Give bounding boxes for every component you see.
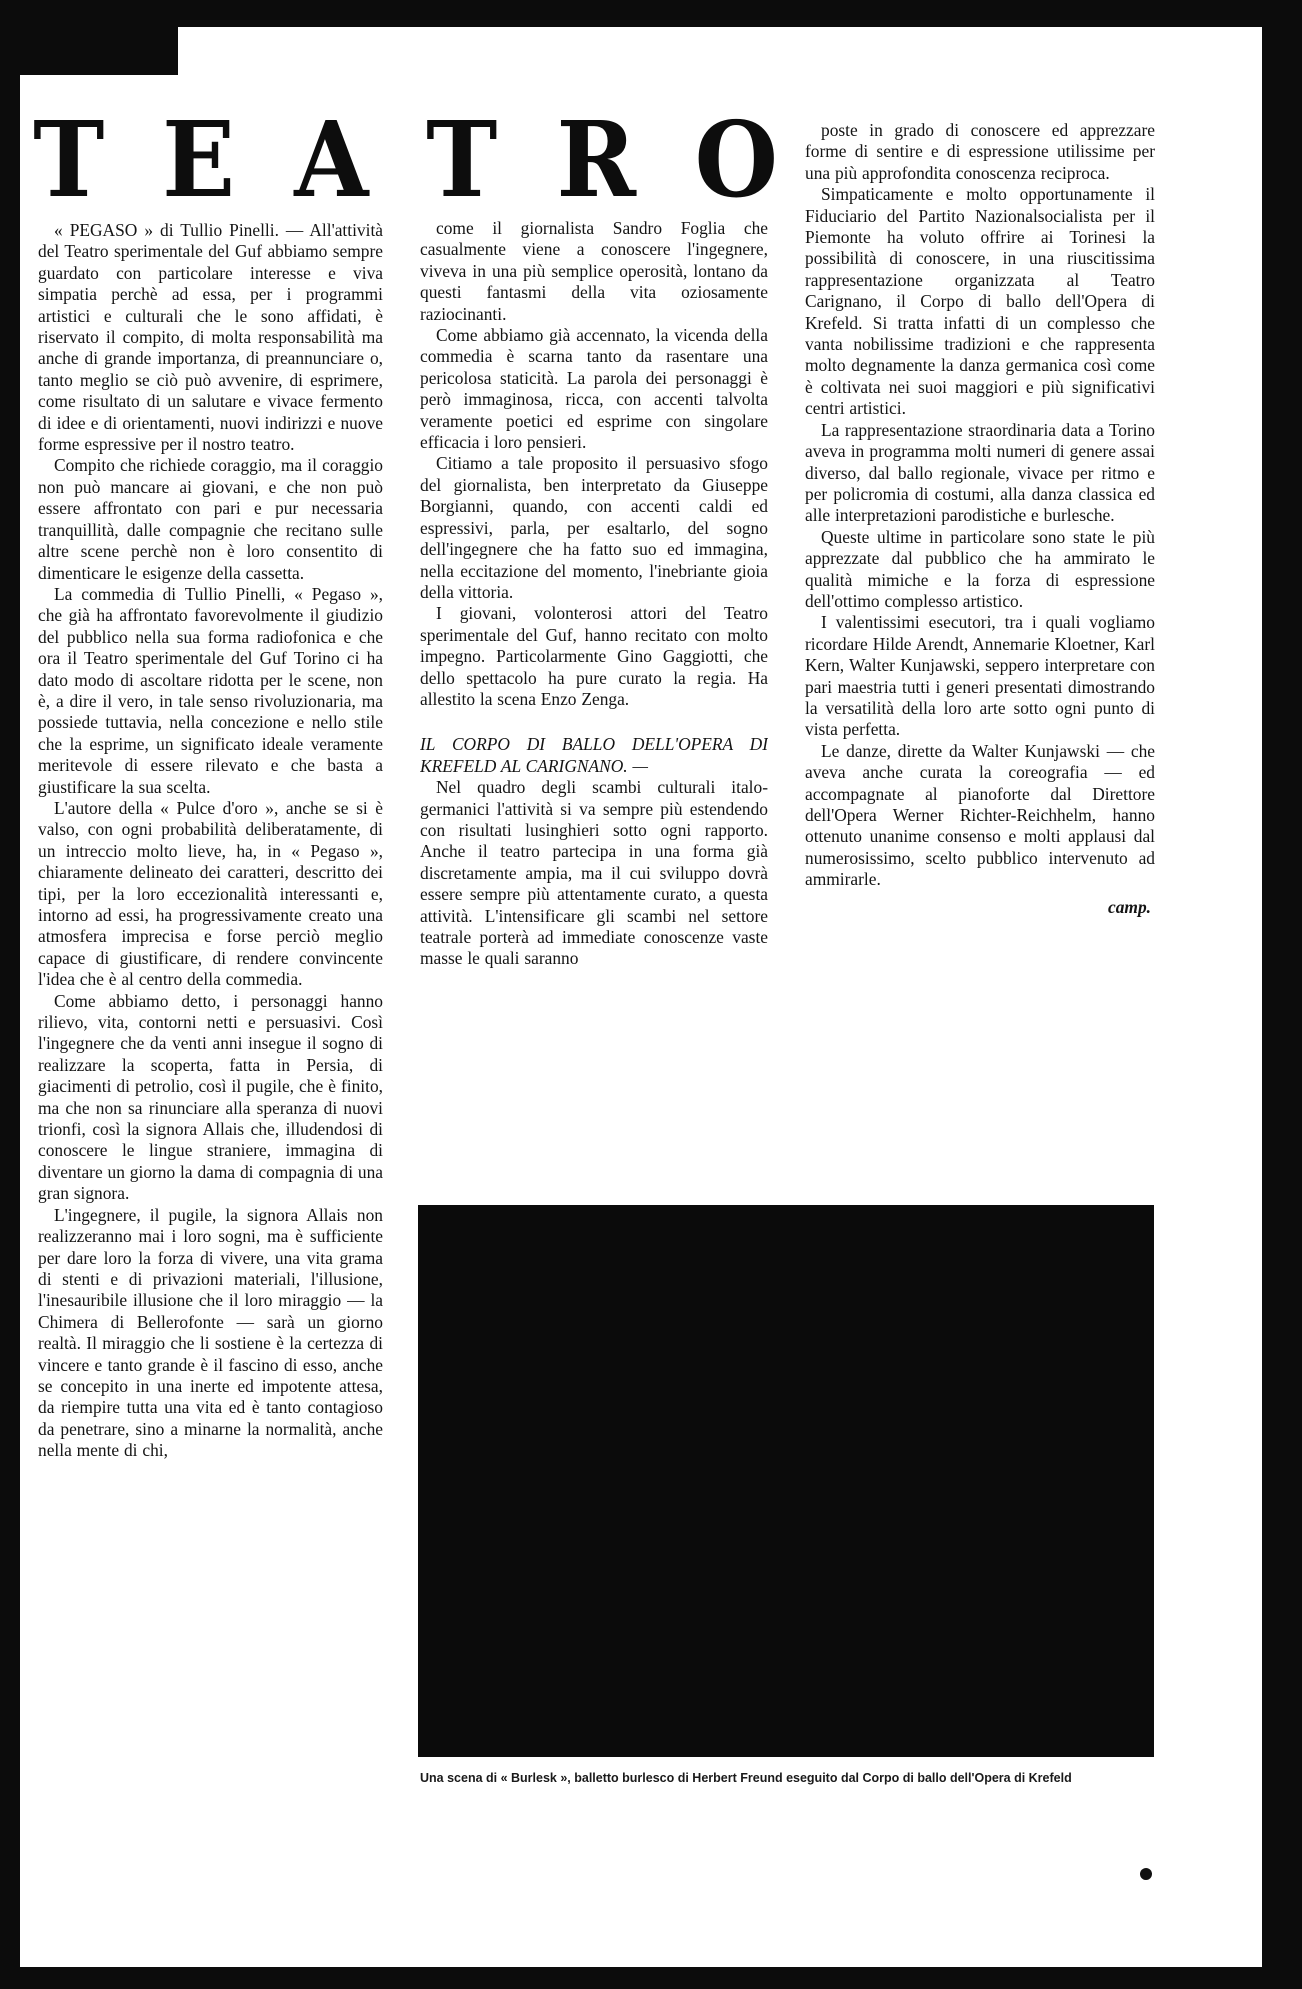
paragraph: poste in grado di conoscere ed apprezzare forme di sentire e di espressione utilissime per una più approfondita conoscenza reciproca. — [805, 120, 1155, 183]
bottom-black-border — [0, 1967, 1302, 1989]
paragraph: Nel quadro degli scambi culturali italo-germanici l'attività si va sempre più estendendo con risultati lusinghieri sotto ogni rapporto. Anche il teatro partecipa in una forma già discretamente ampia, ma il cui sviluppo dovrà essere sempre più attentamente curato, a questa attività. L'intensificare gli scambi nel settore teatrale porterà ad immediate conoscenze vaste masse le quali saranno — [420, 777, 768, 969]
paragraph: I giovani, volonterosi attori del Teatro sperimentale del Guf, hanno recitato con molto impegno. Particolarmente Gino Gaggiotti, che dello spettacolo ha pure curato la regia. Ha allestito la scena Enzo Zenga. — [420, 603, 768, 709]
author-signature: camp. — [1108, 896, 1151, 917]
top-left-black-tab — [0, 27, 178, 75]
paragraph: Come abbiamo detto, i personaggi hanno rilievo, vita, contorni netti e persuasivi. Così l'ingegnere che da venti anni insegue il sogno di realizzare la scoperta, fatta in Persia, di giacimenti di petrolio, così il pugile, che è finito, ma che non sa rinunciare alla speranza di nuovi trionfi, così la signora Allais che, illudendosi di conoscere le lingue straniere, immagina di diventare un giorno la dama di compagnia di una gran signora. — [38, 990, 383, 1204]
paragraph: Citiamo a tale proposito il persuasivo sfogo del giornalista, ben interpretato da Giuseppe Borgianni, quando, con accenti caldi ed espressivi, parla, per esaltarlo, del sogno dell'ingegnere che ha fatto suo ed immagina, nella eccitazione del momento, l'inebriante gioia della vittoria. — [420, 453, 768, 602]
paragraph: Come abbiamo già accennato, la vicenda della commedia è scarna tanto da rasentare una pericolosa staticità. La parola dei personaggi è però immaginosa, ricca, con accenti talvolta veramente poetici ed esprime con singolare efficacia i loro pensieri. — [420, 325, 768, 453]
top-black-border — [0, 0, 1302, 27]
page-marker-dot — [1140, 1868, 1152, 1880]
dance-photo — [418, 1205, 1154, 1757]
paragraph: L'autore della « Pulce d'oro », anche se si è valso, con ogni probabilità deliberatamente, di un intreccio molto lieve, ha, in « Pegaso », chiaramente delineato dei caratteri, descritto dei tipi, per la loro eccezionalità interessanti e, intorno ad essi, ha progressivamente creato una atmosfera imprecisa e forse perciò meglio capace di giustificare, di rendere convincente l'idea che è al centro della commedia. — [38, 797, 383, 990]
paragraph: L'ingegnere, il pugile, la signora Allais non realizzeranno mai i loro sogni, ma è sufficiente per dare loro la forza di vivere, una vita grama di stenti e di privazioni materiali, l'illusione, l'inesauribile illusione che il loro miraggio — la Chimera di Bellerofonte — sarà un giorno realtà. Il miraggio che li sostiene è la certezza di vincere e tanto grande è il fascino di esso, anche se concepito in una inerte ed impotente attesa, da riempire tutta una vita ed è tanto contagioso da penetrare, sino a minarne la normalità, anche nella mente di chi, — [38, 1204, 383, 1461]
paragraph: I valentissimi esecutori, tra i quali vogliamo ricordare Hilde Arendt, Annemarie Kloetner, Karl Kern, Walter Kunjawski, seppero interpretare con pari maestria tutti i generi presentati dimostrando la versatilità della loro arte sotto ogni punto di vista perfetta. — [805, 612, 1155, 740]
paragraph: come il giornalista Sandro Foglia che casualmente viene a conoscere l'ingegnere, viveva in una più semplice operosità, lontano da questi fantasmi della vita oziosamente raziocinanti. — [420, 218, 768, 324]
photo-caption: Una scena di « Burlesk », balletto burlesco di Herbert Freund eseguito dal Corpo di ballo dell'Opera di Krefeld — [420, 1771, 1072, 1785]
article-column-2 — [420, 218, 768, 1198]
masthead-teatro — [30, 98, 782, 221]
right-black-border — [1262, 0, 1302, 1989]
masthead-letter: T — [426, 98, 498, 221]
paragraph: La rappresentazione straordinaria data a Torino aveva in programma molti numeri di genere assai diverso, dal ballo regionale, vivace per ritmo e per policromia di costumi, alla danza classica ed alle interpretazioni parodistiche e burlesche. — [805, 419, 1155, 526]
paragraph: « PEGASO » di Tullio Pinelli. — All'attività del Teatro sperimentale del Guf abbiamo sempre guardato con particolare interesse e viva simpatia perchè ad essa, per i programmi artistici e culturali che le sono affidati, è riservato il compito, di molta responsabilità ma anche di grande importanza, di preannunciare o, tanto meglio se ciò può avvenire, di esprimere, come risultato di un salutare e vivace fermento di idee e di orientamenti, nuovi indirizzi e nuove forme espressive per il nostro teatro. — [38, 220, 383, 455]
article-column-1 — [38, 220, 383, 1900]
masthead-letter: A — [293, 98, 369, 221]
masthead-letter: E — [162, 98, 236, 221]
paragraph: Compito che richiede coraggio, ma il coraggio non può mancare ai giovani, e che non può essere affrontato con pari e pur necessaria tranquillità, dalle compagnie che recitano sulle altre scene perchè non è loro consentito di dimenticare le esigenze della cassetta. — [38, 455, 383, 583]
section-heading-krefeld: IL CORPO DI BALLO DELL'OPERA DI KREFELD AL CARIGNANO. — — [420, 734, 768, 776]
masthead-letter: O — [694, 98, 779, 221]
paragraph: Queste ultime in particolare sono state le più apprezzate dal pubblico che ha ammirato le qualità mimiche e la forza di espressione dell'ottimo complesso artistico. — [805, 526, 1155, 611]
left-black-border — [0, 0, 20, 1989]
paragraph: La commedia di Tullio Pinelli, « Pegaso », che già ha affrontato favorevolmente il giudizio del pubblico nella sua forma radiofonica e che ora il Teatro sperimentale del Guf Torino ci ha dato modo di ascoltare ridotta per le scene, non è, a dire il vero, in tale senso rivoluzionaria, ma possiede tuttavia, nella concezione e nello stile che la esprime, un significato ideale veramente meritevole di essere rilevato e che basta a giustificare la sua scelta. — [38, 583, 383, 797]
paragraph: Simpaticamente e molto opportunamente il Fiduciario del Partito Nazionalsocialista per il Piemonte ha voluto offrire ai Torinesi la possibilità di conoscere, in una riuscitissima rappresentazione organizzata al Teatro Carignano, il Corpo di ballo dell'Opera di Krefeld. Si tratta infatti di un complesso che vanta nobilissime tradizioni e che rappresenta molto degnamente la danza germanica così come è coltivata nei suoi maggiori e più significativi centri artistici. — [805, 184, 1155, 419]
article-column-3 — [805, 120, 1155, 1200]
paragraph: Le danze, dirette da Walter Kunjawski — che aveva anche curata la coreografia — ed accompagnate al pianoforte dal Direttore dell'Opera Werner Richter-Reichhelm, hanno ottenuto unanime consenso e molti applausi dal numerosissimo, scelto pubblico intervenuto ad ammirarle. — [805, 740, 1155, 890]
masthead-letter: R — [556, 98, 636, 221]
masthead-letter: T — [33, 98, 105, 221]
